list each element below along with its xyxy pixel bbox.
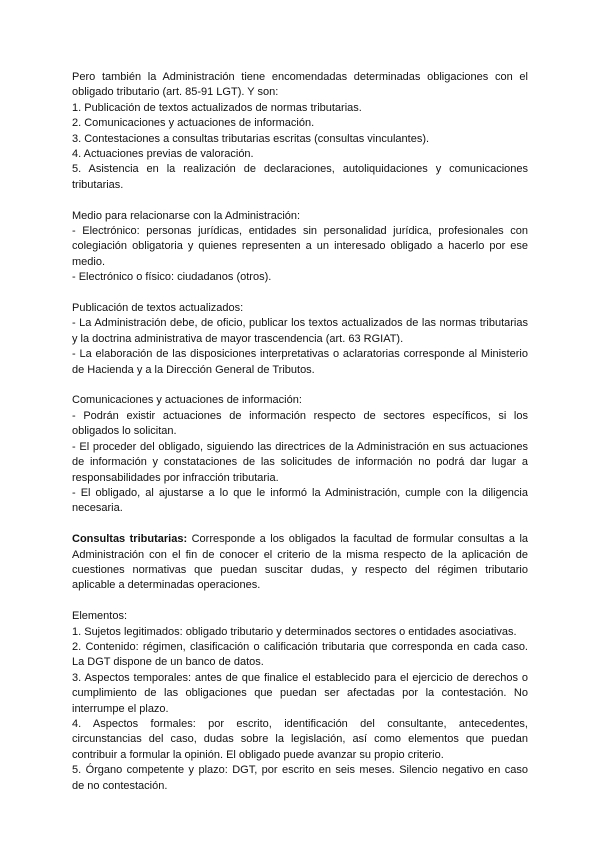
comunicaciones-line: - Podrán existir actuaciones de información respecto de sectores específicos, si los [72,409,528,422]
comunicaciones-section [72,393,528,516]
medio-section [72,209,528,286]
elementos-line: Elementos: [72,610,128,623]
publicacion-line: - La elaboración de las disposiciones interpretativas o aclaratorias corresponde al Ministerio [72,348,528,361]
medio-line: medio. [72,255,106,268]
comunicaciones-line: obligados lo solicitan. [72,425,177,438]
consultas-line: cuestiones normativas que puedan suscitar dudas, y respecto del régimen tributario [72,563,528,576]
publicacion-section [72,301,528,378]
consultas-first-line [72,532,528,547]
elementos-line: 5. Órgano competente y plazo: DGT, por escrito en seis meses. Silencio negativo en caso [72,764,528,777]
elementos-line: contribuir a formular la opinión. El obligado puede avanzar su propio criterio. [72,748,444,761]
elementos-line: de no contestación. [72,779,168,792]
elementos-line: 4. Aspectos formales: por escrito, identificación del consultante, antecedentes, [72,717,528,730]
section-gap [72,517,528,532]
consultas-section [72,532,528,594]
elementos-line: interrumpe el plazo. [72,702,169,715]
comunicaciones-line: de información y constataciones de las solicitudes de información no podrá dar lugar a [72,456,528,469]
elementos-line: circunstancias del caso, dudas sobre la legislación, así como elementos que puedan [72,733,528,746]
section-gap [72,594,528,609]
intro-line: 2. Comunicaciones y actuaciones de información. [72,117,315,130]
comunicaciones-line: necesaria. [72,502,123,515]
elementos-line: 3. Aspectos temporales: antes de que finalice el establecido para el ejercicio de derechos o [72,671,528,684]
publicacion-line: - La Administración debe, de oficio, publicar los textos actualizados de las normas tributarias [72,317,528,330]
section-gap [72,286,528,301]
consultas-first-line-text: Corresponde a los obligados la facultad de formular consultas a la [191,533,529,546]
comunicaciones-line: - El obligado, al ajustarse a lo que le informó la Administración, cumple con la diligencia [72,486,528,499]
elementos-line: cumplimiento de las obligaciones que puedan ser afectadas por la contestación. No [72,687,528,700]
section-gap [72,193,528,208]
elementos-line: La DGT dispone de un banco de datos. [72,656,264,669]
intro-line: obligado tributario (art. 85-91 LGT). Y son: [72,86,279,99]
consultas-title: Consultas tributarias: [72,533,188,546]
publicacion-line: de Hacienda y a la Dirección General de Tributos. [72,363,315,376]
section-gap [72,378,528,393]
elementos-section [72,609,528,794]
publicacion-line: y la doctrina administrativa de mayor trascendencia (art. 63 RGIAT). [72,332,404,345]
intro-line: tributarias. [72,178,124,191]
intro-line: 1. Publicación de textos actualizados de normas tributarias. [72,101,362,114]
medio-line: - Electrónico o físico: ciudadanos (otros). [72,271,272,284]
comunicaciones-line: Comunicaciones y actuaciones de información: [72,394,302,407]
medio-line: Medio para relacionarse con la Administración: [72,209,301,222]
intro-line: 3. Contestaciones a consultas tributarias escritas (consultas vinculantes). [72,132,430,145]
elementos-line: 1. Sujetos legitimados: obligado tributario y determinados sectores o entidades asociativas. [72,625,517,638]
consultas-line: Administración con el fin de conocer el criterio de la misma respecto de la aplicación de [72,548,528,561]
intro-line: 4. Actuaciones previas de valoración. [72,148,254,161]
intro-line: Pero también la Administración tiene encomendadas determinadas obligaciones con el [72,71,528,83]
medio-line: colegiación obligatoria y quienes representen a un interesado obligado a hacerlo por ese [72,240,528,253]
consultas-line: aplicable a determinadas operaciones. [72,579,261,592]
intro-section [72,70,528,193]
medio-line: - Electrónico: personas jurídicas, entidades sin personalidad jurídica, profesionales con [72,225,528,238]
intro-line: 5. Asistencia en la realización de declaraciones, autoliquidaciones y comunicaciones [72,163,528,176]
comunicaciones-line: responsabilidades por infracción tributaria. [72,471,279,484]
publicacion-line: Publicación de textos actualizados: [72,302,244,315]
elementos-line: 2. Contenido: régimen, clasificación o calificación tributaria que corresponda en cada caso. [72,640,528,653]
comunicaciones-line: - El proceder del obligado, siguiendo las directrices de la Administración en sus actuaciones [72,440,528,453]
